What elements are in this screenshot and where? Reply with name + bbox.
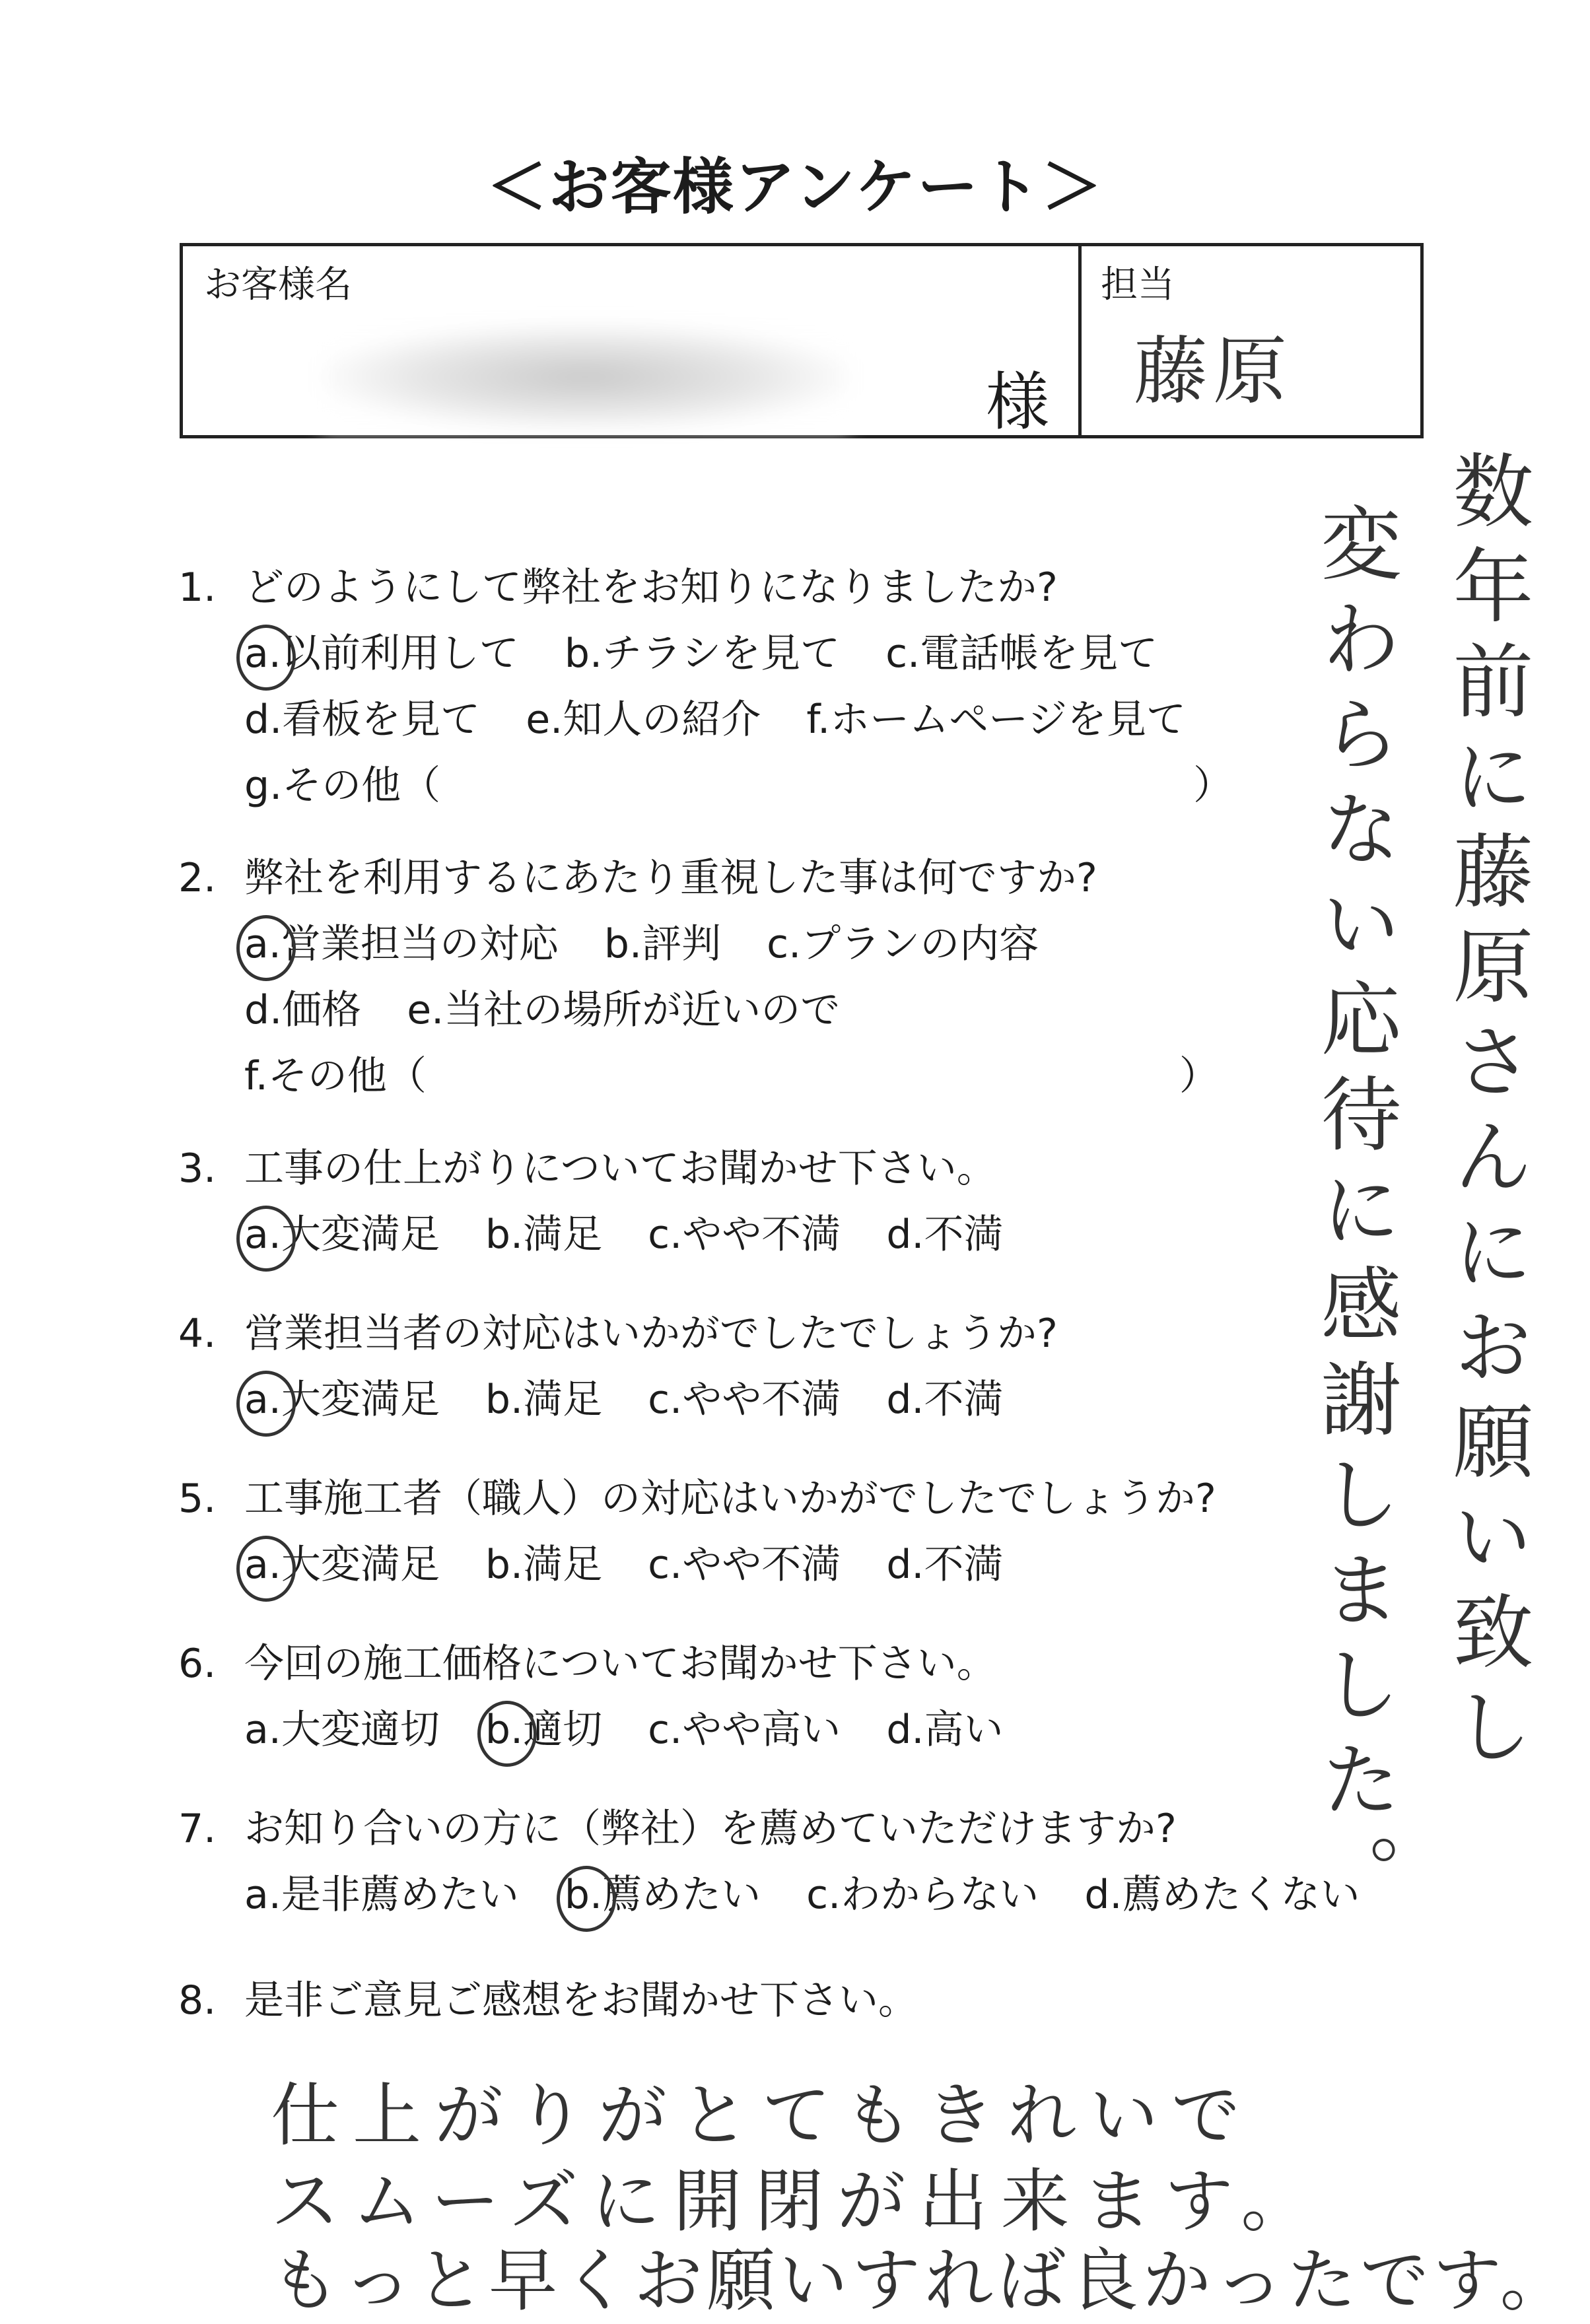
option[interactable]: d.価格 (244, 987, 362, 1033)
page-title: ＜お客様アンケート＞ (486, 152, 1104, 222)
question-text: 営業担当者の対応はいかがでしたでしょうか? (244, 1311, 1058, 1357)
staff-label: 担当 (1101, 263, 1175, 306)
other-close: ） (1179, 1053, 1219, 1099)
option[interactable]: b.評判 (604, 921, 722, 967)
question-text: 今回の施工価格についてお聞かせ下さい。 (244, 1641, 996, 1687)
question-text: お知り合いの方に（弊社）を薦めていただけますか? (244, 1806, 1177, 1852)
question-5 (178, 1466, 1216, 1598)
option[interactable]: c.プランの内容 (767, 921, 1039, 967)
handwritten-answer-line-1: 仕上がりがとてもきれいで (271, 2075, 1254, 2156)
options-row (178, 911, 1219, 977)
option[interactable]: a.大変適切 (244, 1707, 440, 1753)
options-row (178, 1202, 1036, 1268)
other-row (178, 1043, 1219, 1109)
question-text: 弊社を利用するにあたり重視した事は何ですか? (244, 855, 1097, 901)
option[interactable]: b.満足 (485, 1212, 603, 1258)
handwritten-answer-line-2: スムーズに開閉が出来ます。 (271, 2161, 1323, 2241)
question-8 (178, 1967, 918, 2034)
option[interactable]: b.チラシを見て (564, 631, 841, 677)
question-1 (178, 555, 1233, 819)
option-circled[interactable]: b.薦めたい (565, 1862, 761, 1928)
customer-name-label: お客様名 (204, 263, 352, 306)
question-text: 工事の仕上がりについてお聞かせ下さい。 (244, 1145, 996, 1192)
option-circled[interactable]: a.大変満足 (244, 1202, 440, 1268)
options-row (178, 621, 1233, 687)
option[interactable]: c.やや不満 (648, 1542, 841, 1588)
other-row (178, 753, 1233, 819)
redacted-customer-name (322, 324, 850, 430)
option[interactable]: b.満足 (485, 1542, 603, 1588)
question-text: どのようにして弊社をお知りになりましたか? (244, 564, 1058, 611)
option[interactable]: a.是非薦めたい (244, 1872, 519, 1918)
option[interactable]: d.不満 (886, 1212, 1004, 1258)
question-7 (178, 1796, 1393, 1928)
question-number: 3. (178, 1145, 217, 1192)
handwritten-answer-line-3: もっと早くお願いすれば良かったです。 (271, 2240, 1573, 2321)
question-text: 是非ご意見ご感想をお聞かせ下さい。 (244, 1977, 918, 2024)
option-circled[interactable]: a.大変満足 (244, 1532, 440, 1598)
other-option[interactable]: f.その他（ (244, 1053, 427, 1099)
option[interactable]: c.電話帳を見て (885, 631, 1158, 677)
option[interactable]: f.ホームページを見て (806, 697, 1186, 743)
option[interactable]: c.やや高い (648, 1707, 841, 1753)
handwritten-side-comment-1: 数年前に藤原さんにお願い致し (1439, 449, 1533, 1780)
options-row (178, 1697, 1036, 1763)
question-number: 7. (178, 1806, 217, 1852)
staff-name: 藤原 (1134, 329, 1292, 415)
option[interactable]: d.不満 (886, 1542, 1004, 1588)
question-3 (178, 1136, 1036, 1268)
question-text: 工事施工者（職人）の対応はいかがでしたでしょうか? (244, 1476, 1216, 1522)
question-number: 1. (178, 564, 217, 611)
option-circled[interactable]: a.以前利用して (244, 621, 519, 687)
options-row (178, 687, 1233, 753)
question-number: 6. (178, 1641, 217, 1687)
option[interactable]: d.高い (886, 1707, 1004, 1753)
question-number: 8. (178, 1977, 217, 2024)
option-circled[interactable]: b.適切 (485, 1697, 602, 1763)
question-6 (178, 1631, 1036, 1763)
question-number: 2. (178, 855, 217, 901)
option[interactable]: c.やや不満 (648, 1377, 841, 1423)
options-row (178, 1367, 1058, 1433)
question-number: 4. (178, 1311, 217, 1357)
options-row (178, 1532, 1216, 1598)
option[interactable]: d.薦めたくない (1084, 1872, 1360, 1918)
option[interactable]: e.当社の場所が近いので (407, 987, 841, 1033)
option-circled[interactable]: a.大変満足 (244, 1367, 440, 1433)
option[interactable]: c.やや不満 (648, 1212, 841, 1258)
question-2 (178, 845, 1219, 1109)
options-row (178, 977, 1219, 1043)
other-option[interactable]: g.その他（ (244, 763, 441, 809)
option[interactable]: e.知人の紹介 (526, 697, 761, 743)
question-number: 5. (178, 1476, 217, 1522)
options-row (178, 1862, 1393, 1928)
option[interactable]: b.満足 (485, 1377, 603, 1423)
option-circled[interactable]: a.営業担当の対応 (244, 911, 559, 977)
other-close: ） (1193, 763, 1233, 809)
option[interactable]: d.看板を見て (244, 697, 481, 743)
honorific-label: 様 (986, 365, 1049, 439)
handwritten-side-comment-2: 変わらない応待に感謝しました。 (1307, 502, 1401, 1928)
option[interactable]: c.わからない (806, 1872, 1039, 1918)
info-divider (1078, 246, 1082, 435)
customer-info-box (180, 243, 1424, 438)
question-4 (178, 1301, 1058, 1433)
option[interactable]: d.不満 (886, 1377, 1004, 1423)
